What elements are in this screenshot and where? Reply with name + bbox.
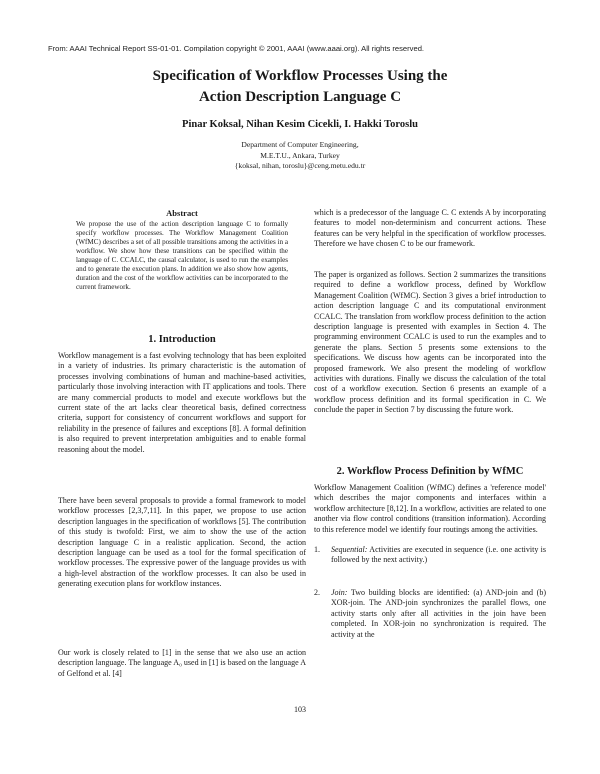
section-2-heading: 2. Workflow Process Definition by WfMC [336,466,524,477]
title-line-2: Action Description Language C [198,89,402,105]
intro-paragraph-1: Workflow management is a fast evolving technology that has been exploited in a variety of industries. Its primary characteristic is the automation of processes involving combinations of human and machine-based activities, particularly those involving interaction with IT applications and tools. There are many commercial products to model and execute workflows but the current state of the art lacks clear theoretical basis, defined correctness criteria, support for consistency of concurrent workflows and support for reliability in the presence of failures and exceptions [8]. A formal definition is also required to prevent interpretation ambiguities and to enable formal reasoning about the model. [58,351,306,454]
affiliation-block [60,140,540,172]
routing-item-number: 2. [314,588,320,597]
abstract-text: We propose the use of the action description language C to formally specify workflow processes. The Workflow Management Coalition (WfMC) describes a set of all possible transitions among the activities in a workflow. We show how these transitions can be specified within the language of C. CCALC, the causal calculator, is used to run the examples and to generate the execution plans. In addition we also show how agents, duration and the cost of the workflow activities can be incorporated to the current framework. [76,220,288,292]
intro-paragraph-3: Our work is closely related to [1] in the sense that we also use an action description language. The language A₀ used in [1] is based on the language A of Gelfond et al. [4] [58,648,306,678]
title-line-1: Specification of Workflow Processes Using the [152,68,448,84]
affiliation-university: M.E.T.U., Ankara, Turkey [260,150,340,160]
routing-item-label: Sequential: [331,545,368,554]
routing-item-body [331,545,546,566]
routing-item-label: Join: [331,588,348,597]
routing-item-text: Activities are executed in sequence (i.e. one activity is followed by the next activity.) [331,545,546,565]
author-list: Pinar Koksal, Nihan Kesim Cicekli, I. Hakki Toroslu [182,119,418,130]
wfmc-paragraph: Workflow Management Coalition (WfMC) defines a 'reference model' which describes the major components and interfaces within a workflow architecture [8,12]. In a workflow, activities are related to one another via flow control conditions (transition information). According to this reference model we identify four routings among the activities. [314,483,546,534]
routing-item-join [314,588,546,640]
section-1-heading: 1. Introduction [148,334,216,345]
routing-item-body [331,588,546,640]
abstract-heading: Abstract [166,208,198,218]
paper-title [60,66,540,108]
routing-item-text: Two building blocks are identified: (a) AND-join and (b) XOR-join. The AND-join synchronizes the parallel flows, one activity starts only after all activities in the join have been completed. In XOR-join no synchronization is required. The activity at the [331,588,546,639]
page-number: 103 [294,705,306,714]
right-paragraph-2: The paper is organized as follows. Section 2 summarizes the transitions required to define a workflow process, defined by Workflow Management Coalition (WfMC). Section 3 gives a brief introduction to action description language C and its computational environment CCALC. The translation from workflow process definition to the action description language is presented with examples in Section 4. The programming environment CCALC is used to run the examples and to generate the plans. Section 5 presents some extensions to the specifications. We discuss how agents can be incorporated into the proposed framework. We also present the modeling of workflow activities with durations. Finally we discuss the calculation of the total cost of a workflow execution. Section 6 presents an example of a workflow process definition and its formal specification in C. We conclude the paper in Section 7 by discussing the future work. [314,270,546,415]
affiliation-email: {koksal, nihan, toroslu}@ceng.metu.edu.tr [234,161,366,170]
routing-item-sequential [314,545,546,566]
intro-paragraph-2: There have been several proposals to provide a formal framework to model workflow processes [2,3,7,11]. In this paper, we propose to use action description languages in the specification of workflows [5]. The contribution of this study is twofold: First, we aim to show the use of the action description language C in a realistic application. Second, the action description language can be used as a tool for the formal specification of workflow processes. The expressive power of the language provides us with a high-level abstraction of the workflow processes. It can also be used in generating execution plans for workflow instances. [58,496,306,589]
routing-item-number: 1. [314,545,320,554]
right-paragraph-1: which is a predecessor of the language C. C extends A by incorporating features to model non-determinism and concurrent actions. These features can be very helpful in the specification of workflow processes. Therefore we have chosen C to be our framework. [314,208,546,249]
copyright-line: From: AAAI Technical Report SS-01-01. Compilation copyright © 2001, AAAI (www.aaai.org). All rights reserved. [48,44,425,53]
affiliation-department: Department of Computer Engineering, [241,140,359,149]
